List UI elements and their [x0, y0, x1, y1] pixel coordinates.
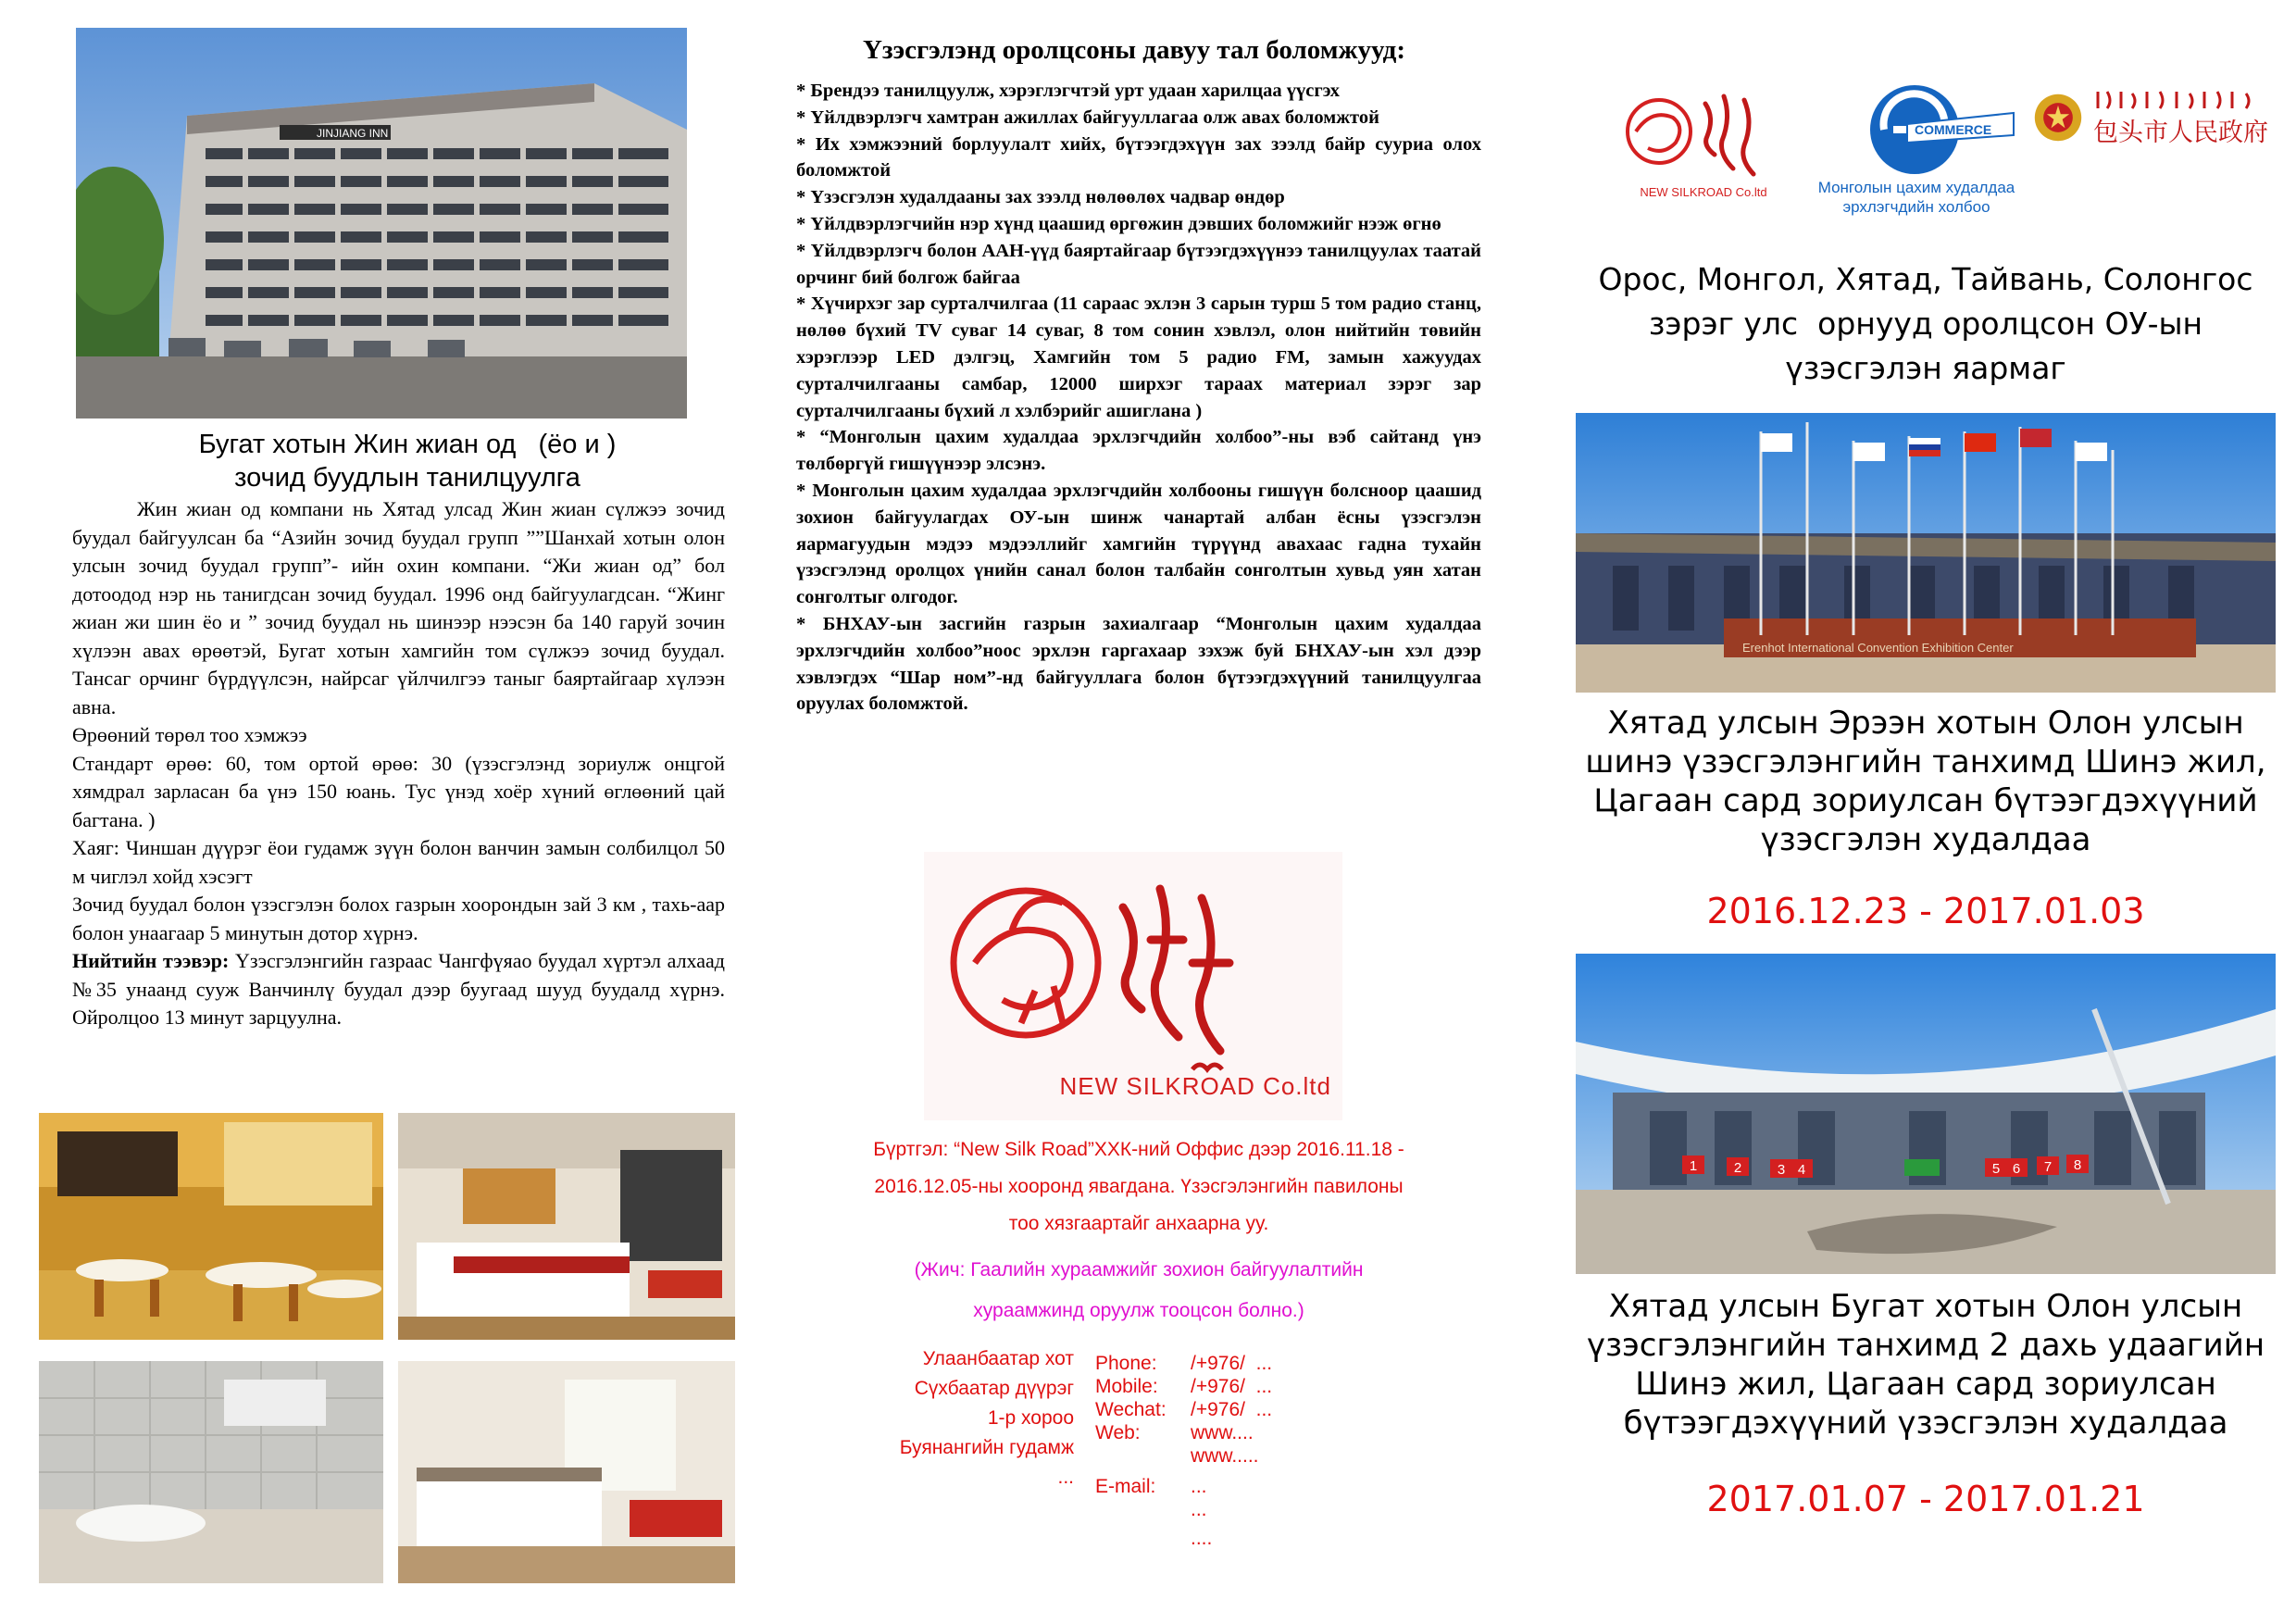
hotel-room-photo-1	[398, 1113, 735, 1340]
gate-label: 8	[2073, 1157, 2082, 1173]
customs-note	[796, 1250, 1481, 1331]
advantage-item: * Үзэсгэлэн худалдааны зах зээлд нөлөөлөх чадвар өндөр	[796, 187, 1285, 208]
advantage-item: * “Монголын цахим худалдаа эрхлэгчдийн холбоо”-ны вэб сайтанд үнэ төлбөргүй гишүүнээр элсэнэ.	[796, 427, 1481, 475]
registration-info	[796, 1131, 1481, 1243]
ecommerce-caption-line1: Монголын цахим худалдаа	[1817, 179, 2015, 196]
address-line: 1-р хороо	[987, 1407, 1074, 1429]
logo-caption: NEW SILKROAD Co.ltd	[1059, 1072, 1331, 1100]
email-value-2: ...	[1191, 1499, 1207, 1520]
mongolian-script-name	[2093, 90, 2260, 110]
fair-title-line1: Орос, Монгол, Хятад, Тайвань, Солонгос	[1598, 261, 2253, 297]
gate-label: 4	[1797, 1162, 1806, 1178]
gate-label: 2	[1733, 1160, 1742, 1176]
event2-line3: Шинэ жил, Цагаан сард зориулсан	[1635, 1366, 2216, 1403]
registration-line2: 2016.12.05-ны хооронд явагдана. Үзэсгэлэнгийн павилоны	[874, 1176, 1404, 1197]
customs-note-line2: хураамжинд оруулж тооцсон болно.)	[973, 1300, 1304, 1321]
advantage-item: * Монголын цахим худалдаа эрхлэгчдийн холбооны гишүүн болсноор цаашид зохион байгуулагдах ОУ-ын шинж чанартай албан ёсны үзэсгэлэн яармагуудын мэдээ мэдээллийг хамгийн түрүүнд авахаас гадна тухайн үзэсгэлэнд оролцох үнийн санал болон талбайн сонголтын хувьд уян хатан сонголтыг олгодог.	[796, 480, 1481, 608]
contact-info	[1095, 1352, 1373, 1550]
advantages-heading: Үзэсгэлэнд оролцсоны давуу тал боломжууд:	[862, 35, 1405, 65]
international-fair-title	[1574, 257, 2277, 391]
fair-title-line2: зэрэг улс орнууд оролцсон ОУ-ын	[1648, 306, 2203, 342]
hotel-distance: Зочид буудал болон үзэсгэлэн болох газрын хоорондын зай 3 км , тахь-аар болон унаагаар 5 минутын дотор хүрнэ.	[72, 893, 725, 944]
advantage-item: * Үйлдвэрлэгч болон ААН-үүд баяртайгаар бүтээгдэхүүнээ танилцуулах таатай орчинг бий болгож байгаа	[796, 240, 1481, 288]
baotou-government-name: 包头市人民政府	[2093, 119, 2268, 147]
hotel-description	[72, 495, 725, 1032]
web-value-2: www.....	[1191, 1445, 1259, 1467]
advantage-item: * Брендээ танилцуулж, хэрэглэгчтэй урт удаан харилцаа үүсгэх	[796, 81, 1340, 101]
new-silkroad-logo-small	[1613, 76, 1794, 213]
government-emblem-icon	[2032, 92, 2084, 144]
event2-line1: Хятад улсын Бугат хотын Олон улсын	[1608, 1288, 2243, 1325]
phone-value: /+976/ ...	[1191, 1353, 1273, 1374]
hotel-transport	[72, 947, 725, 1032]
hotel-title-line1: Бугат хотын Жин жиан од (ёо и )	[198, 430, 617, 459]
restaurant-photo	[39, 1113, 383, 1340]
transport-label: Нийтийн тээвэр:	[72, 949, 230, 972]
advantage-item: * Их хэмжээний борлуулалт хийх, бүтээгдэхүүн зах зээлд байр сууриа олох боломжтой	[796, 133, 1481, 181]
address-line: ...	[1057, 1467, 1074, 1488]
registration-line3: тоо хязгаартайг анхаарна уу.	[1008, 1213, 1269, 1234]
advantages-list	[796, 78, 1481, 718]
baotou-fair-description	[1574, 1287, 2277, 1443]
phone-label: Phone:	[1095, 1353, 1157, 1374]
ecommerce-caption	[1805, 178, 2028, 217]
ecommerce-badge: COMMERCE	[1915, 122, 1992, 137]
erlian-fair-dates: 2016.12.23 - 2017.01.03	[1706, 891, 2145, 931]
wechat-label: Wechat:	[1095, 1399, 1167, 1420]
email-value-3: ....	[1191, 1528, 1213, 1549]
hotel-intro: Жин жиан од компани нь Хятад улсад Жин жиан сүлжээ зочид буудал байгуулсан ба “Азийн зочид буудал групп ””Шанхай хотын олон улсын зочид буудал групп”- ийн охин компани. “Жи жиан од” бол дотоодод нэр нь танигдсан зочид буудал. 1996 онд байгуулагдсан. “Жинг жиан жи шин ёо и ” зочид буудал нь шинээр нээсэн ба 140 гаруй зочин хүлээн авах өрөөтэй, Бугат хотын хамгийн том сүлжээ зочид буудал. Тансаг орчинг бүрдүүлсэн, найрсаг үйлчилгээ таныг баяртайгаар хүлээн авна.	[72, 497, 725, 718]
erlian-exhibition-center-photo	[1576, 413, 2276, 693]
wechat-value: /+976/ ...	[1191, 1399, 1273, 1420]
advantage-item: * Үйлдвэрлэгчийн нэр хүнд цаашид өргөжин дэвших боломжийг нээж өгнө	[796, 213, 1441, 234]
ecommerce-association-logo	[1805, 76, 2028, 224]
baotou-exhibition-center-photo	[1576, 954, 2276, 1274]
baotou-fair-dates: 2017.01.07 - 2017.01.21	[1706, 1479, 2145, 1519]
mobile-value: /+976/ ...	[1191, 1376, 1273, 1397]
email-value-1: ...	[1191, 1476, 1207, 1497]
advantage-item: * БНХАУ-ын засгийн газрын захиалгаар “Монголын цахим худалдаа эрхлэгчдийн холбоо”ноос эрхлэн гаргахаар зэхэж буй БНХАУ-ын хэл дээр хэвлэгдэх “Шар ном”-нд байгууллага болон бүтээгдэхүүний танилцуулгаа оруулах боломжтой.	[796, 613, 1481, 715]
baotou-government-logo	[2032, 88, 2268, 153]
event2-line4: бүтээгдэхүүний үзэсгэлэн худалдаа	[1623, 1405, 2228, 1442]
new-silkroad-logo-large	[924, 852, 1342, 1120]
registration-line1: Бүртгэл: “New Silk Road”ХХК-ний Оффис дээр 2016.11.18 -	[873, 1139, 1404, 1160]
address-line: Буянангийн гудамж	[899, 1437, 1074, 1458]
address-line: Улаанбаатар хот	[922, 1348, 1074, 1369]
web-label: Web:	[1095, 1422, 1141, 1443]
gate-label: 1	[1689, 1158, 1698, 1174]
gate-label: 5	[1991, 1161, 2001, 1177]
advantage-item: * Үйлдвэрлэгч хамтран ажиллах байгууллагаа олж авах боломжтой	[796, 106, 1379, 128]
bathroom-photo	[39, 1361, 383, 1583]
hotel-building-photo	[76, 28, 687, 418]
address-line: Сүхбаатар дүүрэг	[914, 1378, 1074, 1399]
erlian-center-sign: Erenhot International Convention Exhibition Center	[1742, 641, 2014, 655]
gate-label: 6	[2012, 1161, 2021, 1177]
event2-line2: үзэсгэлэнгийн танхимд 2 дахь удаагийн	[1586, 1327, 2265, 1364]
email-label: E-mail:	[1095, 1476, 1156, 1497]
small-logo-caption: NEW SILKROAD Co.ltd	[1640, 185, 1767, 199]
transport-text: Үзэсгэлэнгийн газраас Чангфүяао буудал хүртэл алхаад №35 унаанд сууж Ванчинлү буудал дээр буугаад шууд буудалд хүрнэ. Ойролцоо 13 минут зарцуулна.	[72, 949, 725, 1029]
hotel-room-photo-2	[398, 1361, 735, 1583]
hotel-title-line2: зочид буудлын танилцуулга	[234, 463, 580, 493]
event1-line2: шинэ үзэсгэлэнгийн танхимд Шинэ жил,	[1585, 743, 2266, 781]
customs-note-line1: (Жич: Гаалийн хураамжийг зохион байгуулалтийн	[914, 1259, 1364, 1280]
gate-label: 3	[1777, 1162, 1786, 1178]
gate-label: 7	[2043, 1159, 2053, 1175]
mobile-label: Mobile:	[1095, 1376, 1158, 1397]
erlian-fair-description	[1574, 704, 2277, 859]
event1-line3: Цагаан сард зориулсан бүтээгдэхүүний	[1593, 782, 2258, 819]
office-address	[796, 1344, 1074, 1493]
building-sign: JINJIANG INN	[317, 127, 389, 140]
hotel-address: Хаяг: Чиншан дүүрэг ёои гудамж зүүн болон ванчин замын солбилцол 50 м чиглэл хойд хэсэгт	[72, 836, 725, 888]
event1-line4: үзэсгэлэн худалдаа	[1760, 821, 2091, 858]
fair-title-line3: үзэсгэлэн яармаг	[1785, 350, 2066, 386]
event1-line1: Хятад улсын Эрээн хотын Олон улсын	[1607, 705, 2244, 742]
web-value-1: www....	[1191, 1422, 1254, 1443]
hotel-title	[74, 428, 741, 494]
rooms-heading: Өрөөний төрөл тоо хэмжээ	[72, 723, 307, 746]
advantage-item: * Хүчирхэг зар сурталчилгаа (11 сараас эхлэн 3 сарын турш 5 том радио станц, нөлөө бүхий TV суваг 14 суваг, 8 том сонин хэвлэл, олон нийтийн төвийн хэрэглээр LED дэлгэц, Хамгийн том 5 радио FM, замын хажуудах сурталчилгааны самбар, 12000 ширхэг тараах материал зэрэг зар сурталчилгааны бүхий л хэлбэрийг ашиглана )	[796, 294, 1481, 421]
ecommerce-caption-line2: эрхлэгчдийн холбоо	[1842, 198, 1990, 216]
rooms-info: Стандарт өрөө: 60, том ортой өрөө: 30 (үзэсгэлэнд зориулж онцгой хямдрал зарласан ба үнэ 150 юань. Тус үнэд хоёр хүний өглөөний цай багтана. )	[72, 751, 725, 831]
